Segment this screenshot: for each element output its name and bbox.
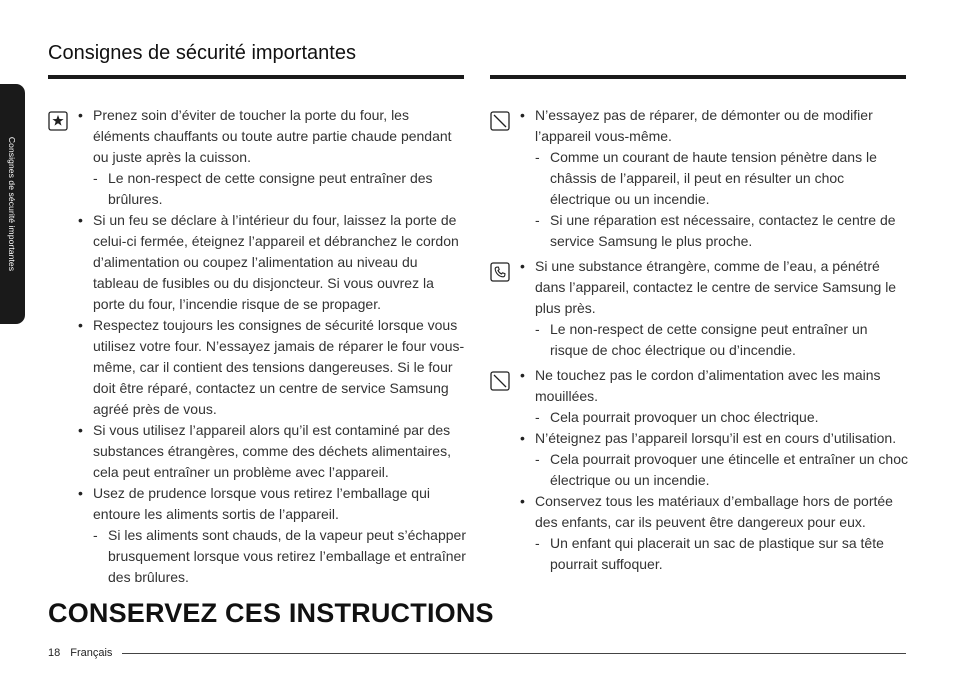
bullet-item: • Ne touchez pas le cordon d’alimentation avec les mains mouillées. <box>520 365 908 407</box>
sub-item: - Cela pourrait provoquer un choc électrique. <box>520 407 908 428</box>
footer-rule <box>122 653 906 654</box>
title-rule-left <box>48 75 464 79</box>
sub-item: - Un enfant qui placerait un sac de plastique sur sa tête pourrait suffoquer. <box>520 533 908 575</box>
section-title: Consignes de sécurité importantes <box>48 42 356 64</box>
right-items-1 <box>520 256 908 361</box>
bullet-item: • Si un feu se déclare à l’intérieur du four, laissez la porte de celui-ci fermée, éteignez l’appareil et débranchez le cordon d’alimentation ou coupez l’alimentation au niveau du tableau de fusibles ou du disjoncteur. Si vous ouvrez la porte du four, l’incendie risque de se propager. <box>78 210 466 315</box>
left-items <box>78 105 466 588</box>
bullet-item: • Prenez soin d’éviter de toucher la porte du four, les éléments chauffants ou toute autre partie chaude pendant ou juste après la cuisson. <box>78 105 466 168</box>
left-group <box>48 105 466 588</box>
footer-language: Français <box>70 647 113 659</box>
side-tab-label: Consignes de sécurité importantes <box>7 136 17 272</box>
bullet-item: • N’éteignez pas l’appareil lorsqu’il est en cours d’utilisation. <box>520 428 908 449</box>
bullet-item: • Conservez tous les matériaux d’emballage hors de portée des enfants, car ils peuvent être dangereux pour eux. <box>520 491 908 533</box>
sub-item: - Le non-respect de cette consigne peut entraîner un risque de choc électrique ou d’incendie. <box>520 319 908 361</box>
bullet-item: • N’essayez pas de réparer, de démonter ou de modifier l’appareil vous-même. <box>520 105 908 147</box>
sub-item: - Si les aliments sont chauds, de la vapeur peut s’échapper brusquement lorsque vous retirez l’emballage et entraîner des brûlures. <box>78 525 466 588</box>
bullet-item: • Si une substance étrangère, comme de l’eau, a pénétré dans l’appareil, contactez le centre de service Samsung le plus près. <box>520 256 908 319</box>
star-icon <box>48 111 68 131</box>
sub-item: - Comme un courant de haute tension pénètre dans le châssis de l’appareil, il peut en résulter un choc électrique ou un incendie. <box>520 147 908 210</box>
prohibited-icon <box>490 111 510 131</box>
bullet-item: • Respectez toujours les consignes de sécurité lorsque vous utilisez votre four. N’essayez jamais de réparer le four vous-même, car il contient des tensions dangereuses. Si le four doit être réparé, contactez un centre de service Samsung agréé près de vous. <box>78 315 466 420</box>
right-group-1 <box>490 256 908 361</box>
sub-item: - Si une réparation est nécessaire, contactez le centre de service Samsung le plus proche. <box>520 210 908 252</box>
sub-item: - Cela pourrait provoquer une étincelle et entraîner un choc électrique ou un incendie. <box>520 449 908 491</box>
right-items-0 <box>520 105 908 252</box>
page-footer <box>48 646 906 660</box>
side-tab <box>0 84 25 324</box>
title-rule-right <box>490 75 906 79</box>
right-group-0 <box>490 105 908 252</box>
bullet-item: • Si vous utilisez l’appareil alors qu’il est contaminé par des substances étrangères, comme des déchets alimentaires, cela peut entraîner un problème avec l’appareil. <box>78 420 466 483</box>
right-items-2 <box>520 365 908 575</box>
sub-item: - Le non-respect de cette consigne peut entraîner des brûlures. <box>78 168 466 210</box>
phone-icon <box>490 262 510 282</box>
bullet-item: • Usez de prudence lorsque vous retirez l’emballage qui entoure les aliments sortis de l’appareil. <box>78 483 466 525</box>
main-heading: CONSERVEZ CES INSTRUCTIONS <box>48 598 494 628</box>
page-number: 18 <box>48 647 61 659</box>
right-column <box>490 105 908 575</box>
prohibited-icon <box>490 371 510 391</box>
right-group-2 <box>490 365 908 575</box>
left-column <box>48 105 466 588</box>
